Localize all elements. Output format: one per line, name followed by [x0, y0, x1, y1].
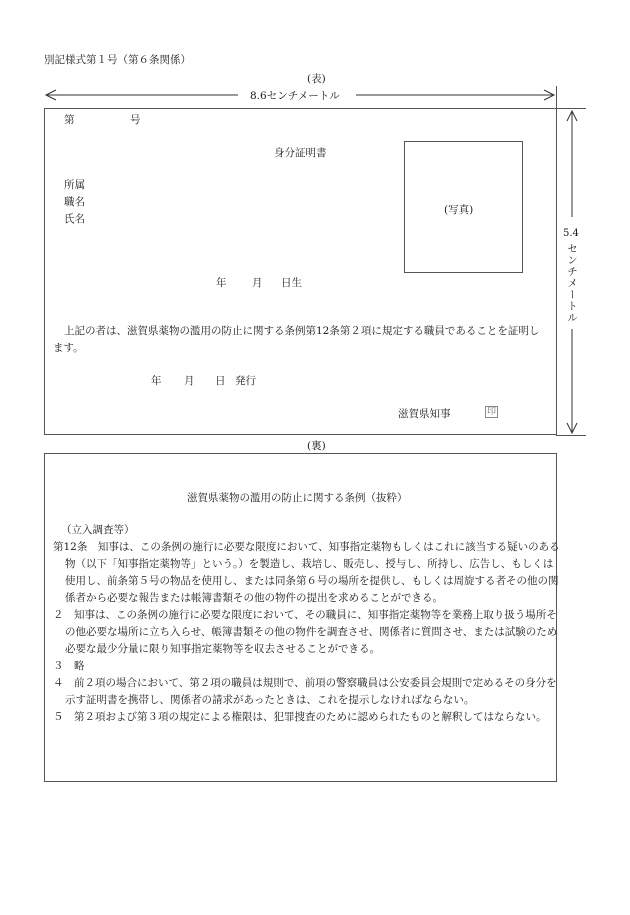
certify-text: 上記の者は、滋賀県薬物の濫用の防止に関する条例第12条第２項に規定する職員であることを証明します。: [53, 325, 540, 354]
width-extension-line: [556, 86, 557, 108]
card-back: [44, 453, 560, 782]
seal-mark: 印: [487, 407, 497, 417]
photo-box: [404, 141, 523, 273]
back-title: 滋賀県薬物の濫用の防止に関する条例（抜粋）: [187, 492, 408, 504]
form-title: 別記様式第１号（第６条関係）: [44, 54, 191, 66]
issue-year: 年: [151, 375, 162, 387]
height-label: センチメートル: [566, 243, 578, 324]
article-12: 第12条 知事は、この条例の施行に必要な限度において、知事指定薬物もしくはこれに該当する疑いのある物（以下「知事指定薬物等」という。）を製造し、栽培し、販売し、授与し、所持し、広告し、もしくは使用し、前条第５号の物品を使用し、または同条第６号の場所を提供し、もしくは周旋する者その他の関係者から必要な報告または帳簿書類その他の物件の提出を求めることができる。: [53, 541, 560, 604]
article-12-4: ４ 前２項の場合において、第２項の職員は規則で、前項の警察職員は公安委員会規則で定めるその身分を示す証明書を携帯し、関係者の請求があったときは、これを提示しなければならない。: [53, 677, 557, 706]
birth-day: 日生: [281, 277, 302, 289]
issue-label: 発行: [235, 375, 256, 387]
front-label: (表): [307, 73, 326, 85]
issuer: 滋賀県知事: [398, 408, 451, 420]
article-12-5: ５ 第２項および第３項の規定による権限は、犯罪捜査のために認められたものと解釈してはならない。: [53, 711, 547, 723]
field-position: 職名: [64, 196, 85, 208]
article-12-2: ２ 知事は、この条例の施行に必要な限度において、その職員に、知事指定薬物等を業務上取り扱う場所その他必要な場所に立ち入らせ、帳簿書類その他の物件を調査させ、関係者に質問させ、または試験のため必要な最少分量に限り知事指定薬物等を収去させることができる。: [53, 609, 558, 655]
number-prefix: 第: [64, 114, 75, 126]
section-heading: （立入調査等）: [61, 524, 135, 536]
birth-month: 月: [252, 277, 263, 289]
width-dimension: [44, 87, 556, 103]
height-number: 5.4: [563, 228, 579, 239]
field-name: 氏名: [64, 213, 85, 225]
back-label: (裏): [307, 440, 326, 452]
number-suffix: 号: [130, 114, 141, 126]
card-front: [44, 108, 557, 435]
issue-day: 日: [215, 375, 226, 387]
width-label: 8.6センチメートル: [250, 90, 340, 102]
article-12-3: ３ 略: [53, 660, 85, 672]
birth-year: 年: [216, 277, 227, 289]
issue-month: 月: [184, 375, 195, 387]
photo-label: (写真): [444, 204, 474, 216]
card-title: 身分証明書: [274, 147, 327, 159]
height-extension-bottom: [556, 435, 586, 436]
field-affiliation: 所属: [64, 179, 85, 191]
